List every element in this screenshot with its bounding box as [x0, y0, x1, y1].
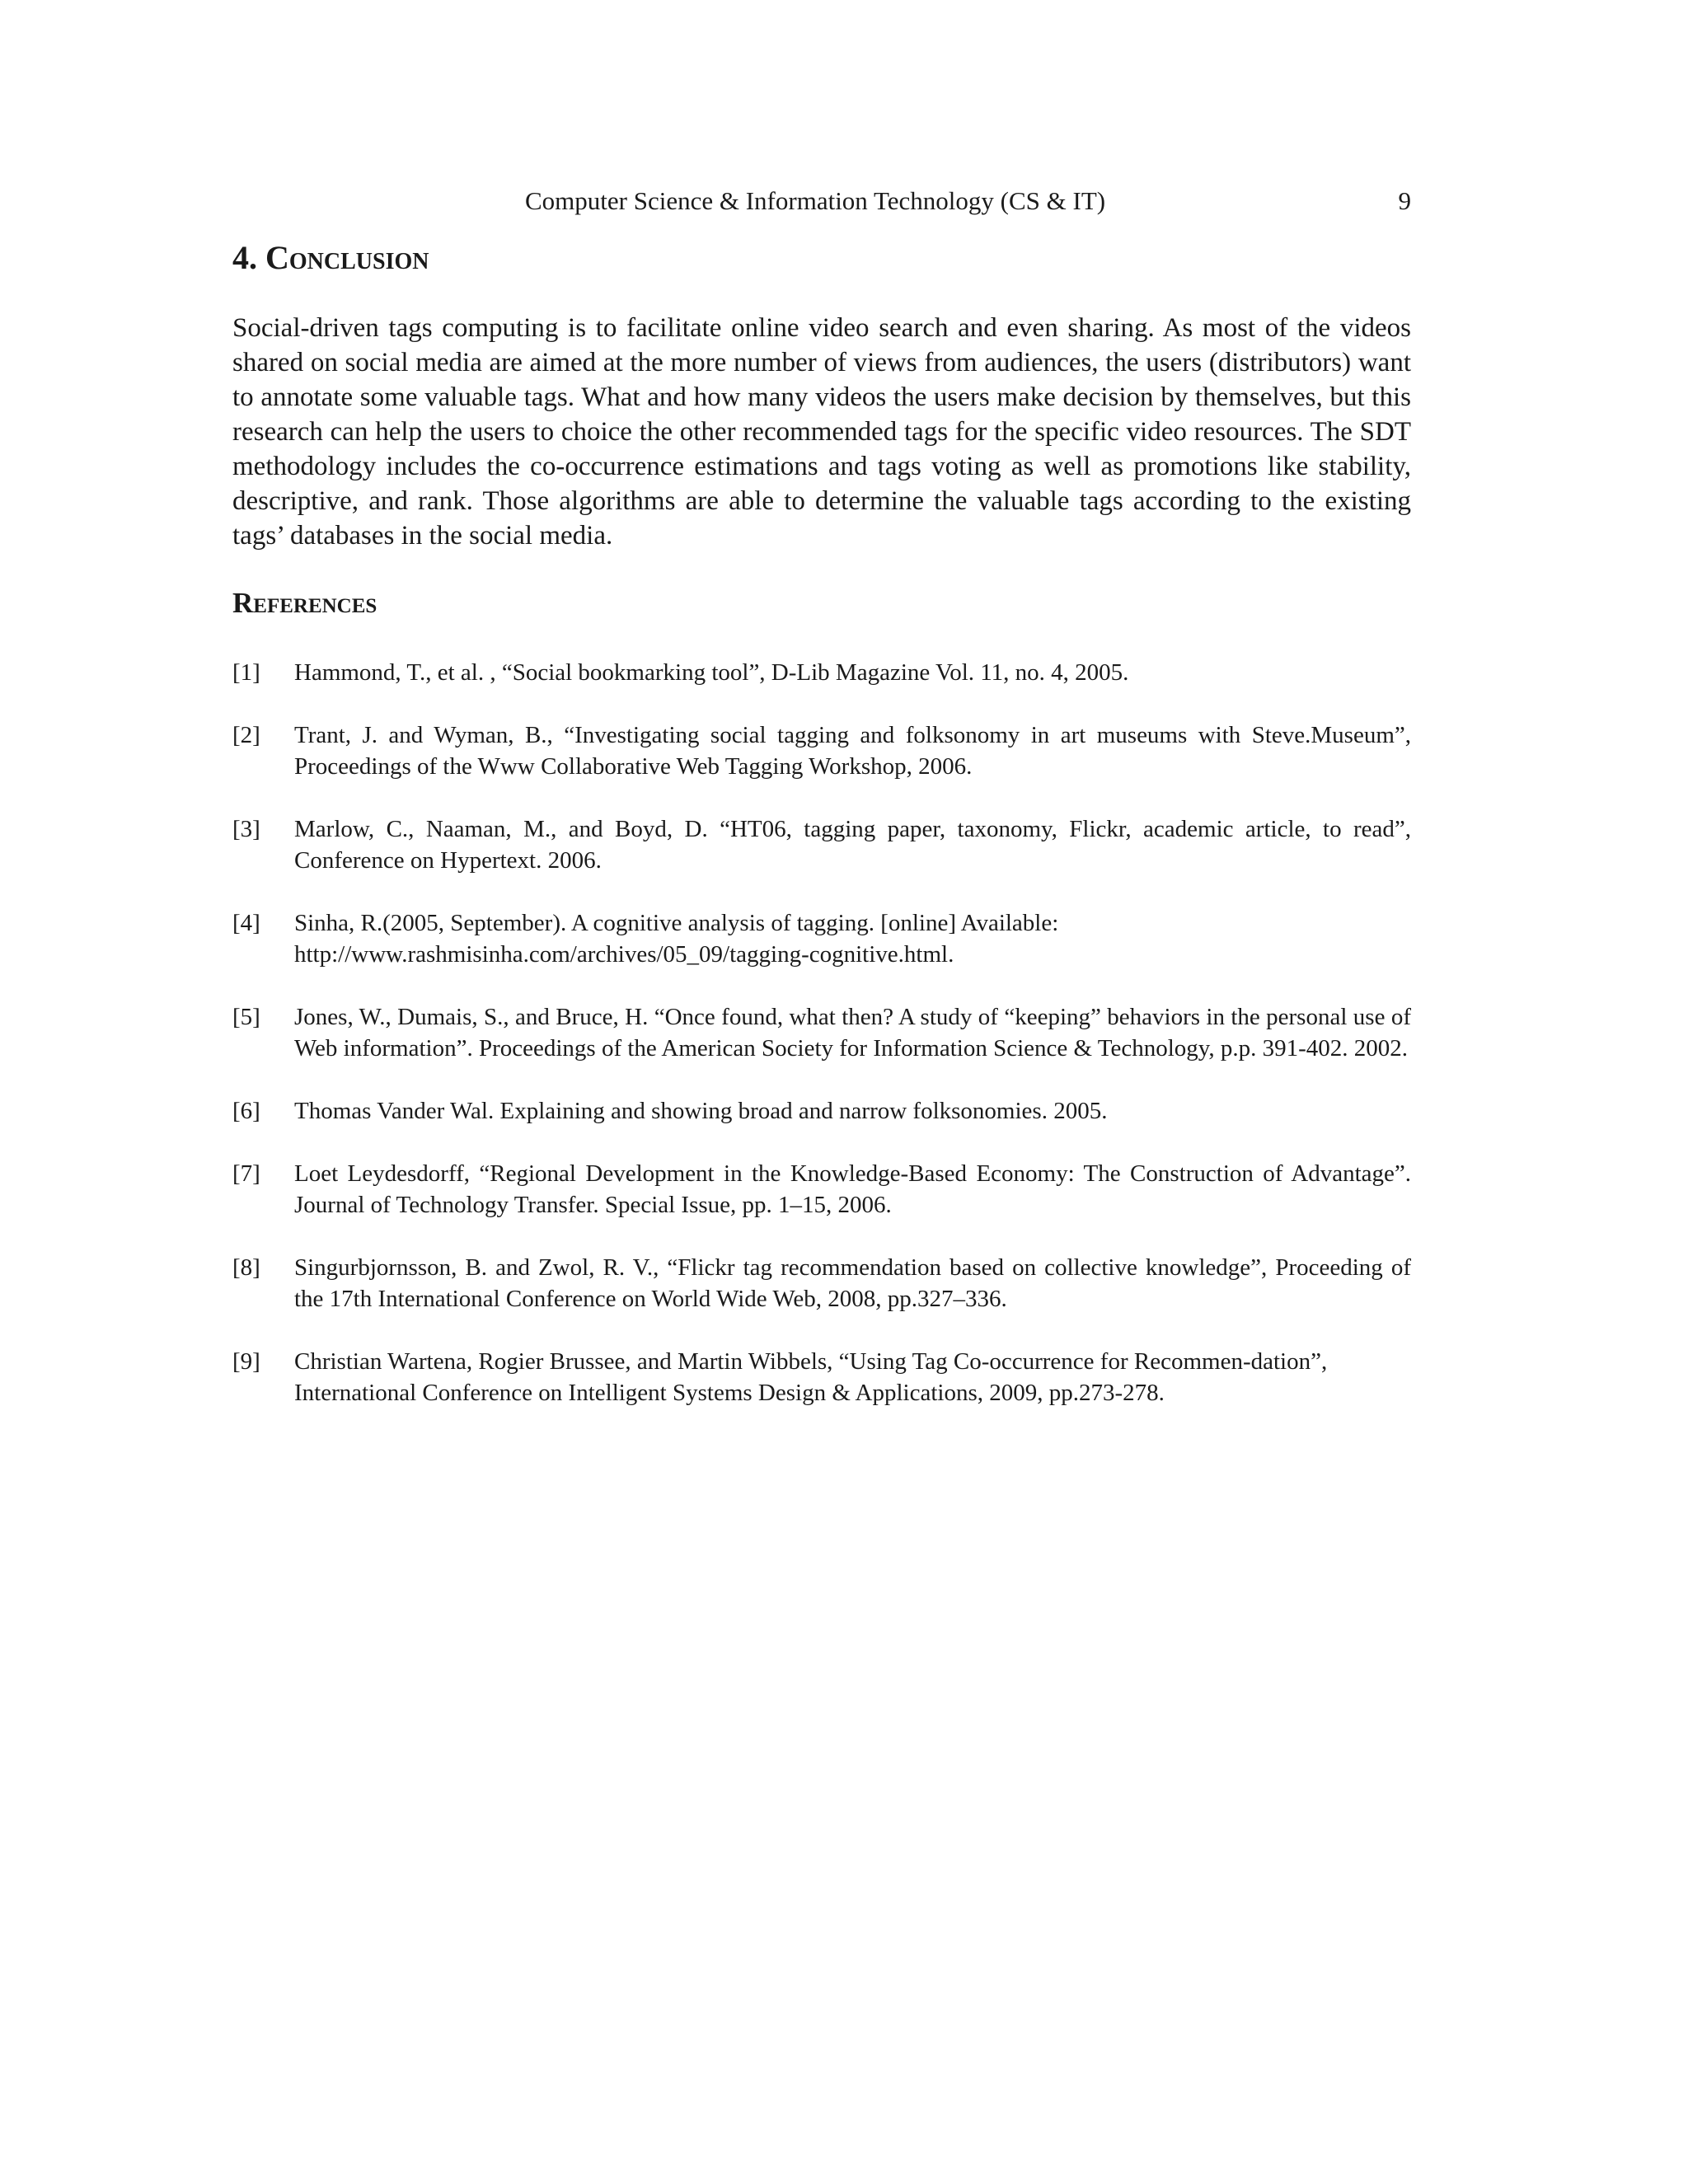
reference-number: [9] — [232, 1348, 260, 1375]
reference-item — [232, 719, 1411, 782]
reference-url: http://www.rashmisinha.com/archives/05_09/tagging-cognitive.html. — [294, 941, 954, 968]
reference-text-line: Sinha, R.(2005, September). A cognitive analysis of tagging. [online] Available: — [294, 910, 1059, 936]
section-heading-conclusion — [232, 237, 429, 279]
running-header — [232, 185, 1411, 218]
reference-text: Jones, W., Dumais, S., and Bruce, H. “Once found, what then? A study of “keeping” behaviors in the personal use of Web information”. Proceedings of the American Society for Information Science & Technology, p.p. 391-402. 2002. — [294, 1004, 1411, 1062]
reference-text: Hammond, T., et al. , “Social bookmarking tool”, D-Lib Magazine Vol. 11, no. 4, 2005. — [294, 659, 1129, 686]
reference-text: Trant, J. and Wyman, B., “Investigating social tagging and folksonomy in art museums with Steve.Museum”, Proceedings of the Www Collaborative Web Tagging Workshop, 2006. — [294, 722, 1411, 780]
reference-item — [232, 1095, 1411, 1127]
reference-item — [232, 657, 1411, 688]
reference-list — [232, 657, 1411, 1440]
reference-item — [232, 1252, 1411, 1315]
reference-number: [5] — [232, 1004, 260, 1030]
references-heading: References — [232, 587, 377, 619]
reference-text — [294, 907, 1411, 970]
reference-text: Marlow, C., Naaman, M., and Boyd, D. “HT06, tagging paper, taxonomy, Flickr, academic article, to read”, Conference on Hypertext. 2006. — [294, 816, 1411, 874]
header-title: Computer Science & Information Technology (CS & IT) — [525, 186, 1106, 215]
reference-item — [232, 1346, 1411, 1408]
reference-text: Christian Wartena, Rogier Brussee, and Martin Wibbels, “Using Tag Co-occurrence for Recommen-dation”, International Conference on Intelligent Systems Design & Applications, 2009, pp.273-278. — [294, 1348, 1328, 1406]
conclusion-paragraph: Social-driven tags computing is to facilitate online video search and even sharing. As most of the videos shared on social media are aimed at the more number of views from audiences, the users (distributors) want to annotate some valuable tags. What and how many videos the users make decision by themselves, but this research can help the users to choice the other recommended tags for the specific video resources. The SDT methodology includes the co-occurrence estimations and tags voting as well as promotions like stability, descriptive, and rank. Those algorithms are able to determine the valuable tags according to the existing tags’ databases in the social media. — [232, 313, 1411, 551]
reference-number: [8] — [232, 1254, 260, 1281]
reference-text: Thomas Vander Wal. Explaining and showing broad and narrow folksonomies. 2005. — [294, 1098, 1108, 1124]
reference-number: [4] — [232, 910, 260, 936]
section-heading-number: 4. C — [232, 239, 289, 276]
reference-item — [232, 1001, 1411, 1064]
reference-text: Singurbjornsson, B. and Zwol, R. V., “Flickr tag recommendation based on collective knowledge”, Proceeding of the 17th International Conference on World Wide Web, 2008, pp.327–336. — [294, 1254, 1411, 1312]
section-heading-rest: onclusion — [288, 239, 429, 276]
reference-number: [1] — [232, 659, 260, 686]
reference-number: [2] — [232, 722, 260, 748]
reference-text: Loet Leydesdorff, “Regional Development in the Knowledge-Based Economy: The Construction of Advantage”. Journal of Technology Transfer. Special Issue, pp. 1–15, 2006. — [294, 1160, 1411, 1218]
reference-number: [7] — [232, 1160, 260, 1187]
reference-number: [3] — [232, 816, 260, 842]
reference-item — [232, 813, 1411, 876]
reference-item — [232, 907, 1411, 970]
reference-item — [232, 1158, 1411, 1221]
page-number: 9 — [1398, 186, 1411, 215]
reference-number: [6] — [232, 1098, 260, 1124]
